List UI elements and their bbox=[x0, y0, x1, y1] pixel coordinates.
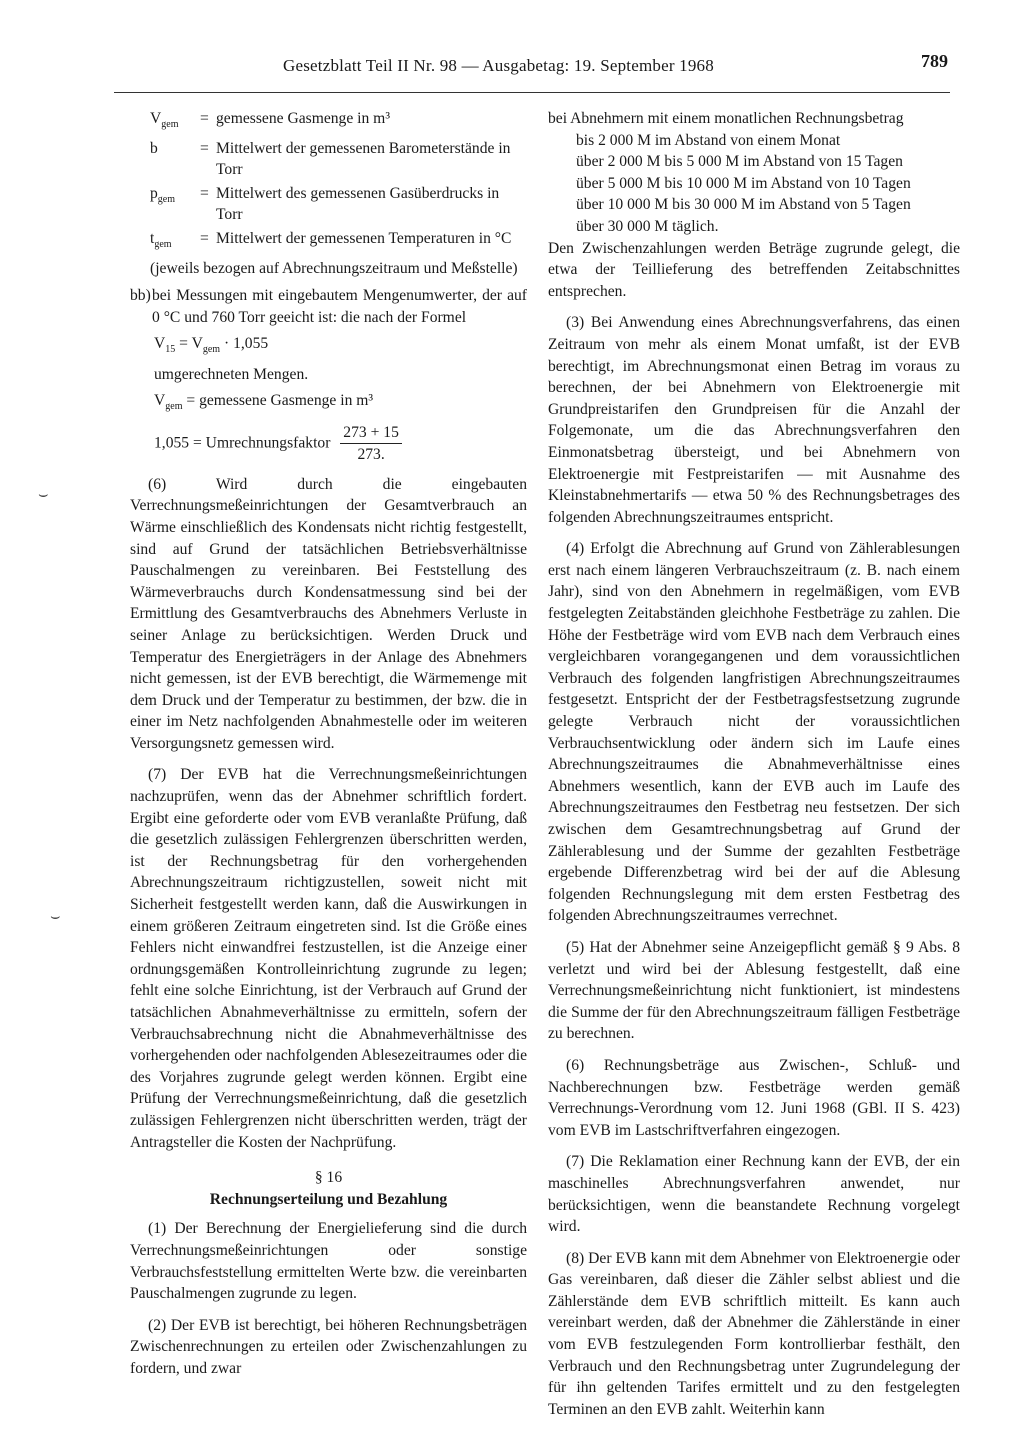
right-column bbox=[548, 108, 960, 1430]
definition-row: $t_{gem}$ = Mittelwert der gemessenen Temperaturen in °C bbox=[130, 228, 527, 256]
paragraph-5: (5) Hat der Abnehmer seine Anzeigepflicht gemäß § 9 Abs. 8 verletzt und wird bei der Ablesung festgestellt, daß eine Verrechnungsmeßeinrichtung nicht funktioniert, ist mindestens die Summe der für den Abrechnungszeitraum fälligen Festbeträge zu berechnen. bbox=[548, 938, 960, 1043]
definition-text: Mittelwert der gemessenen Temperaturen in °C bbox=[216, 230, 512, 248]
definition-symbol: b bbox=[150, 139, 158, 157]
paragraph-7: (7) Der EVB hat die Verrechnungsmeßeinrichtungen nachzuprüfen, wenn das der Abnehmer schriftlich fordert. Ergibt eine geforderte oder vom EVB veranlaßte Prüfung, daß die gesetzlich zulässigen Fehlergrenzen überschritten werden, ist der Rechnungsbetrag für den vorhergehenden Abrechnungszeitraum richtigzustellen, soweit nicht mit Sicherheit festgestellt werden kann, daß die Auswirkungen in einem größeren Zeitraum eingetreten sind. Ist die Größe eines Fehlers nicht einwandfrei festzustellen, ist die Anzeige einer ordnungsgemäßen Kontrolleinrichtung zugrunde zu legen; fehlt eine solche Einrichtung, ist der Verbrauch auf Grund der tatsächlichen Abnahmeverhältnisse zu ermitteln, sofern der Verbrauchsabrechnung nicht die Abnahmeverhältnisse des vorhergehenden oder nachfolgenden Ablesezeitraumes oder die des Vorjahres zugrunde gelegt werden können. Ergibt eine Prüfung der Verrechnungsmeßeinrichtung, daß die gesetzlich zulässigen Fehlergrenzen nicht überschritten werden, trägt der Antragsteller die Kosten der Nachprüfung. bbox=[130, 766, 527, 1151]
margin-mark: ⌣ bbox=[50, 908, 61, 925]
paragraph-3: (3) Bei Anwendung eines Abrechnungsverfahrens, das einen Zeitraum von mehr als einem Monat umfaßt, ist der EVB berechtigt, im Abrechnungsmonat einen Betrag im voraus zu berechnen, der bei Abnehmern von Elektroenergie mit Grundpreistarifen den Grundpreisen für die Anzahl der Folgemonate, um die das Abrechnungsverfahren den Einmonatsbetrag übersteigt, und bei Abnehmern von Elektroenergie mit Festpreistarifen — mit Ausnahme des Kleinstabnehmertarifs — etwa 50 % des Rechnungsbetrages des folgenden Abrechnungszeitraumes entspricht. bbox=[548, 314, 960, 526]
formula-caption: umgerechneten Mengen. bbox=[154, 366, 309, 384]
fraction: $\frac{273 + 15}{273.}$ bbox=[340, 422, 402, 466]
page-header: Gesetzblatt Teil II Nr. 98 — Ausgabetag: 19. September 1968 bbox=[283, 56, 714, 75]
definition-row: $p_{gem}$ = Mittelwert des gemessenen Gasüberdrucks in Torr bbox=[130, 183, 527, 226]
tier-row: über 5 000 M bis 10 000 M im Abstand von 10 Tagen bbox=[576, 174, 911, 192]
section-paragraph-2: (2) Der EVB ist berechtigt, bei höheren Rechnungsbeträgen Zwischenrechnungen zu erteilen oder Zwischenzahlungen zu fordern, und zwar bbox=[130, 1316, 527, 1377]
section-number: § 16 bbox=[314, 1169, 343, 1187]
paragraph-6: (6) Wird durch die eingebauten Verrechnungsmeßeinrichtungen der Gesamtverbrauch an Wärme einschließlich des Kondensats nicht richtig festgestellt, sind auf Grund der tatsächlichen Betriebsverhältnisse Pauschalmengen zu vereinbaren. Bei Feststellung des Wärmeverbrauchs durch Kondensatmessung sind bei der Ermittlung des Gesamtverbrauchs des Abnehmers Verluste in seiner Anlage zu berücksichtigen. Werden Druck und Temperatur des Energieträgers in der Anlage des Abnehmers nicht gemessen, ist der EVB berechtigt, die Wärmemenge mit dem Druck und der Temperatur zu bestimmen, der bzw. die in einer im Netz nachfolgenden Abnahmestelle oder im weiteren Versorgungsnetz gemessen wird. bbox=[130, 475, 527, 752]
section-title: Rechnungserteilung und Bezahlung bbox=[209, 1190, 448, 1208]
definition-row: b = Mittelwert der gemessenen Barometerstände in Torr bbox=[130, 138, 527, 181]
formula-factor: 1,055 = Umrechnungsfaktor $\frac{273 + 15}{273.}$ bbox=[130, 422, 527, 466]
page-number: 789 bbox=[921, 51, 948, 71]
section-paragraph-1: (1) Der Berechnung der Energielieferung sind die durch Verrechnungsmeßeinrichtungen oder sonstige Verbrauchsfeststellung ermittelten Werte bzw. die vereinbarten Pauschalmengen zugrunde zu legen. bbox=[130, 1220, 527, 1303]
left-column bbox=[130, 108, 527, 1390]
formula-vgem: $V_{gem}$ = gemessene Gasmenge in m³ bbox=[154, 391, 374, 412]
definition-text: Mittelwert der gemessenen Barometerstände in Torr bbox=[216, 139, 511, 179]
formula-v15: $V_{15} = V_{gem} \cdot 1,055$ bbox=[154, 334, 269, 355]
definition-note: (jeweils bezogen auf Abrechnungszeitraum und Meßstelle) bbox=[150, 259, 518, 277]
tier-row: über 10 000 M bis 30 000 M im Abstand von 5 Tagen bbox=[576, 196, 911, 214]
definition-row: $V_{gem}$ = gemessene Gasmenge in m³ bbox=[130, 108, 527, 136]
definition-symbol: $t_{gem}$ bbox=[150, 230, 172, 251]
paragraph-6: (6) Rechnungsbeträge aus Zwischen-, Schluß- und Nachberechnungen bzw. Festbeträge werden gemäß Verrechnungs-Verordnung vom 12. Juni 1968 (GBl. II S. 423) vom EVB im Lastschriftverfahren eingezogen. bbox=[548, 1056, 960, 1139]
item-text: bei Messungen mit eingebautem Mengenumwerter, der auf 0 °C und 760 Torr geeicht ist: die nach der Formel bbox=[152, 287, 527, 326]
margin-mark: ⌣ bbox=[38, 486, 49, 503]
paragraph-4: (4) Erfolgt die Abrechnung auf Grund von Zählerablesungen erst nach einem längeren Verbrauchszeitraum (z. B. nach einem Jahr), sind von den Abnehmern in regelmäßigen, vom EVB festgelegten Zeitabständen gleichhohe Festbeträge zu zahlen. Die Höhe der Festbeträge wird vom EVB nach dem Verbrauch eines vergleichbaren vorangegangenen und dem voraussichtlichen Verbrauch des folgenden langfristigen Abrechnungszeitraumes festgesetzt. Entspricht der der Festbetragsfestsetzung zugrunde gelegte Verbrauch nicht der voraussichtlichen Verbrauchsentwicklung oder ändern sich im Laufe eines Abrechnungszeitraumes die Abnahmeverhältnisse eines Abnehmers wesentlich, kann der EVB auch im Laufe des Abrechnungszeitraumes den Festbetrag neu festsetzen. Der sich zwischen dem Gesamtrechnungsbetrag auf Grund der Zählerablesung und der Summe der gezahlten Festbeträge ergebende Differenzbetrag wird bei der auf die Ablesung folgenden Rechnungslegung mit dem ersten Festbetrag des folgenden Abrechnungszeitraumes verrechnet. bbox=[548, 540, 960, 925]
header-rule bbox=[114, 92, 950, 93]
tier-row: bis 2 000 M im Abstand von einem Monat bbox=[576, 131, 841, 149]
definition-symbol: $p_{gem}$ bbox=[150, 184, 176, 205]
definition-symbol: $V_{gem}$ bbox=[150, 110, 179, 131]
item-label: bb) bbox=[130, 287, 151, 305]
tier-row: über 30 000 M täglich. bbox=[576, 217, 719, 235]
item-bb bbox=[130, 285, 527, 328]
definition-text: gemessene Gasmenge in m³ bbox=[216, 110, 390, 127]
tier-summary: Den Zwischenzahlungen werden Beträge zugrunde gelegt, die etwa der Teillieferung des betreffenden Zeitabschnittes entsprechen. bbox=[548, 239, 960, 300]
definition-text: Mittelwert des gemessenen Gasüberdrucks in Torr bbox=[216, 184, 500, 224]
tier-intro: bei Abnehmern mit einem monatlichen Rechnungsbetrag bbox=[548, 110, 904, 127]
paragraph-8: (8) Der EVB kann mit dem Abnehmer von Elektroenergie oder Gas vereinbaren, daß dieser die Zähler selbst abliest und die Zählerstände dem EVB schriftlich mitteilt. Es kann auch vereinbart werden, daß der Abnehmer die Zählerstände in einer vom EVB festzulegenden Form kontrollierbar festhält, den Verbrauch und den Rechnungsbetrag unter Zugrundelegung der für ihn geltenden Tarifes ermittelt und zu den festgelegten Terminen an den EVB zahlt. Weiterhin kann bbox=[548, 1249, 960, 1418]
tier-row: über 2 000 M bis 5 000 M im Abstand von 15 Tagen bbox=[576, 153, 903, 171]
paragraph-7: (7) Die Reklamation einer Rechnung kann der EVB, der ein maschinelles Abrechnungsverfahren anwendet, nur berücksichtigen, wenn die beanstandete Rechnung vorgelegt wird. bbox=[548, 1153, 960, 1236]
